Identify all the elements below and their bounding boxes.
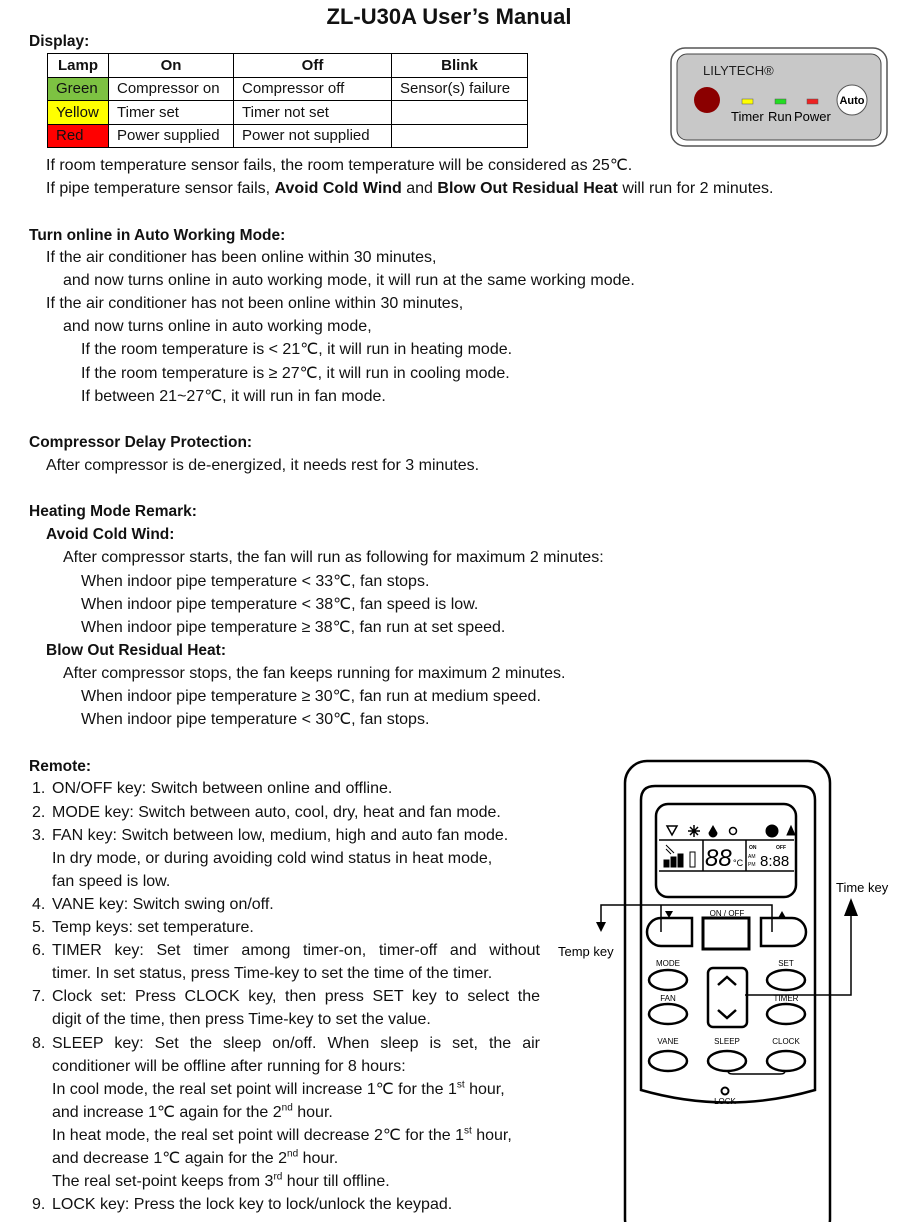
lamp-cell: Green [48,77,109,101]
item-number: 5. [32,919,46,936]
text: hour. [292,1104,333,1121]
text: nd [287,1148,299,1160]
remote-item-cont: In dry mode, or during avoiding cold wind status in heat mode, [52,850,493,867]
lamp-table [47,53,528,148]
table-row [48,124,528,148]
auto-line: If the room temperature is < 21℃, it will run in heating mode. [81,341,513,358]
display-heading: Display: [29,33,90,50]
col-header: On [109,54,234,78]
text: will run for 2 minutes. [617,180,774,197]
lcd-time: 8:88 [760,853,790,870]
remote-item: FAN key: Switch between low, medium, high and auto fan mode. [52,827,509,844]
lock-label: LOCK [714,1097,736,1106]
time-key-label: Time key [836,880,889,895]
remote-item: TIMER key: Set timer among timer-on, timer-off and without [52,942,540,959]
sleep-line [52,1172,390,1192]
timer-led [742,99,753,104]
auto-line: and now turns online in auto working mode, [63,318,372,335]
off-cell: Power not supplied [234,124,392,148]
set-label: SET [778,959,794,968]
auto-mode-icon [667,826,677,835]
fan-mode-icon [766,825,778,837]
text: st [463,1125,472,1137]
sensor-note: If room temperature sensor fails, the room temperature will be considered as 25℃. [46,157,633,174]
item-number: 2. [32,804,46,821]
remote-item: Temp keys: set temperature. [52,919,254,936]
remote-heading: Remote: [29,758,92,775]
auto-line: If the room temperature is ≥ 27℃, it will run in cooling mode. [81,365,510,382]
lcd-on: ON [749,845,757,851]
delay-line: After compressor is de-energized, it needs rest for 3 minutes. [46,457,480,474]
sleep-label: SLEEP [714,1037,740,1046]
panel-brand: LILYTECH® [703,63,774,78]
sleep-line [52,1149,338,1169]
table-row [48,101,528,125]
blow-line: When indoor pipe temperature ≥ 30℃, fan run at medium speed. [81,688,541,705]
on-cell: Timer set [109,101,234,125]
col-header: Blink [392,54,528,78]
text: and decrease 1℃ again for the 2 [52,1150,288,1167]
control-panel-diagram [670,47,888,147]
text: st [456,1079,465,1091]
led-label: Timer [731,109,764,124]
remote-item-cont: timer. In set status, press Time-key to set the time of the timer. [52,965,493,982]
item-number: 8. [32,1035,46,1052]
blow-heading: Blow Out Residual Heat: [46,642,226,659]
auto-mode-heading: Turn online in Auto Working Mode: [29,227,286,244]
text: Blow Out Residual Heat [437,180,618,197]
sleep-line [52,1126,512,1146]
col-header: Lamp [48,54,109,78]
auto-line: If the air conditioner has been online within 30 minutes, [46,249,437,266]
cold-wind-heading: Avoid Cold Wind: [46,526,175,543]
cold-line: When indoor pipe temperature < 38℃, fan speed is low. [81,596,479,613]
item-number: 6. [32,942,46,959]
arrow-up-icon [844,898,858,916]
time-arrows-icon [718,977,736,1018]
item-number: 1. [32,780,46,797]
temp-down-button[interactable] [647,918,692,946]
text: Avoid Cold Wind [274,180,402,197]
remote-item-cont: digit of the time, then press Time-key to set the value. [52,1011,431,1028]
lcd-temp: 88 [705,845,732,872]
blink-cell [392,124,528,148]
auto-line: If the air conditioner has not been online within 30 minutes, [46,295,464,312]
blink-cell [392,101,528,125]
remote-item-cont: conditioner will be offline after running for 8 hours: [52,1058,406,1075]
text: and increase 1℃ again for the 2 [52,1104,282,1121]
table-row [48,77,528,101]
text: In heat mode, the real set point will decrease 2℃ for the 1 [52,1127,464,1144]
onoff-label: ON / OFF [709,909,745,918]
on-cell: Power supplied [109,124,234,148]
text: In cool mode, the real set point will increase 1℃ for the 1 [52,1081,457,1098]
blow-line: When indoor pipe temperature < 30℃, fan stops. [81,711,430,728]
lock-button[interactable] [722,1088,729,1095]
text: If pipe temperature sensor fails, [46,180,275,197]
heating-heading: Heating Mode Remark: [29,503,197,520]
cold-line: When indoor pipe temperature ≥ 38℃, fan run at set speed. [81,619,506,636]
item-number: 3. [32,827,46,844]
on-off-button[interactable] [703,918,749,949]
remote-diagram [540,750,898,1222]
off-cell: Compressor off [234,77,392,101]
power-knob-icon [694,87,720,113]
remote-item: ON/OFF key: Switch between online and offline. [52,780,393,797]
lcd-am: AM [748,854,756,860]
text: hour. [298,1150,339,1167]
text: hour, [471,1127,512,1144]
cold-line: When indoor pipe temperature < 33℃, fan stops. [81,573,430,590]
remote-item: VANE key: Switch swing on/off. [52,896,274,913]
lcd-pm: PM [748,862,756,868]
auto-button-label: Auto [839,95,865,107]
swing-icon [787,826,795,835]
up-triangle-icon [778,911,786,918]
auto-line: If between 21~27℃, it will run in fan mode. [81,388,386,405]
delay-heading: Compressor Delay Protection: [29,434,253,451]
fan-label: FAN [660,994,676,1003]
blow-line: After compressor stops, the fan keeps running for maximum 2 minutes. [63,665,566,682]
led-label: Power [794,109,831,124]
col-header: Off [234,54,392,78]
page-title: ZL-U30A User’s Manual [326,4,572,29]
sleep-line [52,1080,505,1100]
timer-button[interactable] [767,1004,805,1024]
auto-line: and now turns online in auto working mode, it will run at the same working mode. [63,272,635,289]
power-led [807,99,818,104]
lcd-off: OFF [776,845,786,851]
timer-label: TIMER [773,994,799,1003]
run-led [775,99,786,104]
text: and [401,180,438,197]
vane-button[interactable] [649,1051,687,1071]
temp-key-label: Temp key [558,944,614,959]
blink-cell: Sensor(s) failure [392,77,528,101]
sleep-line [52,1103,333,1123]
cool-mode-icon [688,825,700,837]
remote-item: Clock set: Press CLOCK key, then press SET key to select the [52,988,540,1005]
text: The real set-point keeps from 3 [52,1173,274,1190]
remote-item: LOCK key: Press the lock key to lock/unlock the keypad. [52,1196,453,1213]
mode-label: MODE [656,959,680,968]
pipe-sensor-note [46,179,773,199]
remote-item: MODE key: Switch between auto, cool, dry, heat and fan mode. [52,804,501,821]
temp-up-button[interactable] [761,918,806,946]
item-number: 4. [32,896,46,913]
mode-button[interactable] [649,970,687,990]
on-cell: Compressor on [109,77,234,101]
lamp-cell: Yellow [48,101,109,125]
sleep-button[interactable] [708,1051,746,1071]
item-number: 9. [32,1196,46,1213]
text: hour, [464,1081,505,1098]
remote-item: SLEEP key: Set the sleep on/off. When sleep is set, the air [52,1035,540,1052]
text: nd [281,1102,293,1114]
text: rd [273,1171,283,1183]
vane-label: VANE [657,1037,679,1046]
heat-mode-icon [730,828,737,835]
cold-line: After compressor starts, the fan will run as following for maximum 2 minutes: [63,549,604,566]
remote-item-cont: fan speed is low. [52,873,171,890]
clock-button[interactable] [767,1051,805,1071]
off-cell: Timer not set [234,101,392,125]
set-button[interactable] [767,970,805,990]
text: hour till offline. [282,1173,390,1190]
item-number: 7. [32,988,46,1005]
clock-label: CLOCK [772,1037,800,1046]
arrow-down-icon [596,922,606,932]
lamp-cell: Red [48,124,109,148]
lcd-unit: °C [733,858,744,868]
fan-button[interactable] [649,1004,687,1024]
led-label: Run [768,109,792,124]
dry-mode-icon [709,826,717,837]
